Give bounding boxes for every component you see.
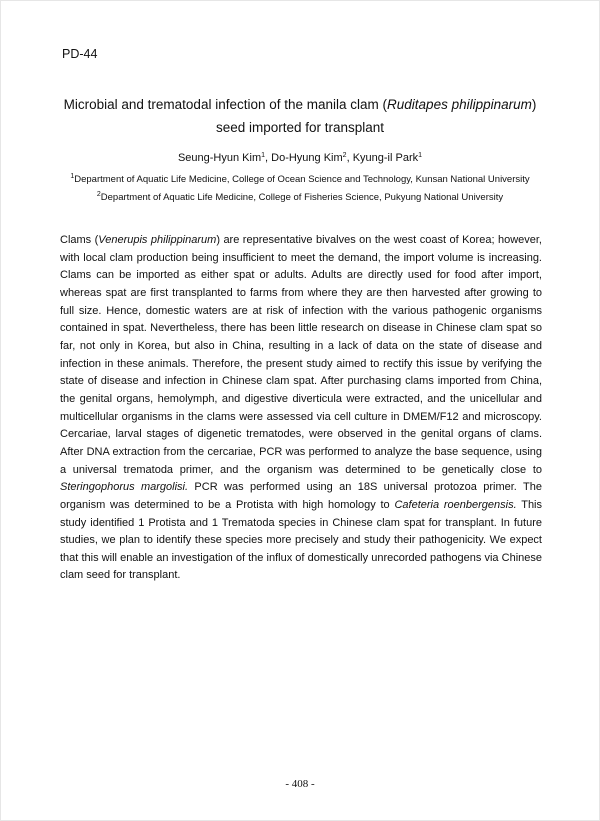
affiliation-mark: 2 (96, 191, 101, 198)
abstract-text: Clams ( (60, 234, 99, 246)
species-name: Cafeteria roenbergensis. (394, 498, 517, 511)
author-name: Kyung-il Park (352, 152, 419, 164)
affiliation-mark: 1 (70, 173, 75, 180)
abstract-code: PD-44 (62, 47, 98, 61)
author-list (60, 152, 540, 164)
title-species: Ruditapes philippinarum (387, 97, 532, 112)
author-separator: , (346, 152, 353, 164)
author-affiliation-mark: 1 (261, 152, 266, 159)
author-affiliation-mark: 2 (342, 152, 347, 159)
page-number: - 408 - (285, 778, 315, 790)
author-separator: , (265, 152, 272, 164)
abstract-text: ) are representative bivalves on the west coast of Korea; however, with local clam production being insufficient to meet the demand, the import volume is increasing. Clams can be imported as either spat or adults. Adults are directly used for food after import, whereas spat are first transplanted to farms from where they are then harvested after growing to full size. Hence, domestic waters are at risk of infection with the various pathogenic organisms contained in spat. Nevertheless, there has been little research on disease in Chinese clam spat so far, not only in Korea, but also in China, resulting in a lack of data on the state of disease and infection in these animals. Therefore, the present study aimed to rectify this issue by verifying the state of disease and infection in Chinese clam spat. After purchasing clams imported from China, the genital organs, hemolymph, and digestive diverticula were extracted, and the unicellular and multicellular organisms in the clams were assessed via cell culture in DMEM/F12 and microscopy. Cercariae, larval stages of digenetic trematodes, were observed in the genital organs of clams. After DNA extraction from the cercariae, PCR was performed to analyze the base sequence, using a universal trematoda primer, and the organism was determined to be genetically close to (60, 234, 542, 476)
affiliation-text: Department of Aquatic Life Medicine, College of Ocean Science and Technology, Kunsan National University (74, 174, 530, 185)
species-name: Venerupis philippinarum (98, 234, 217, 246)
affiliation (30, 174, 570, 185)
abstract-text: This study identified 1 Protista and 1 Trematoda species in Chinese clam spat for transplant. In future studies, we plan to identify these species more precisely and study their pathogenicity. We expect that this will enable an investigation of the influx of domestically unrecorded pathogens via Chinese clam seed for transplant. (60, 498, 543, 582)
paper-title (60, 93, 540, 139)
title-text-close: ) (531, 97, 537, 112)
affiliation-text: Department of Aquatic Life Medicine, College of Fisheries Science, Pukyung National University (100, 192, 504, 203)
abstract-body (60, 232, 542, 585)
abstract-text: PCR was performed using an 18S universal protozoa primer. The organism was determined to be a Protista with high homology to (60, 481, 542, 511)
affiliation (30, 192, 570, 203)
title-line2: seed imported for transplant (215, 120, 385, 135)
author-name: Do-Hyung Kim (271, 152, 343, 164)
author-name: Seung-Hyun Kim (177, 152, 262, 164)
author-affiliation-mark: 1 (418, 152, 423, 159)
title-text: Microbial and trematodal infection of the manila clam ( (63, 97, 388, 112)
species-name: Steringophorus margolisi. (60, 481, 189, 494)
